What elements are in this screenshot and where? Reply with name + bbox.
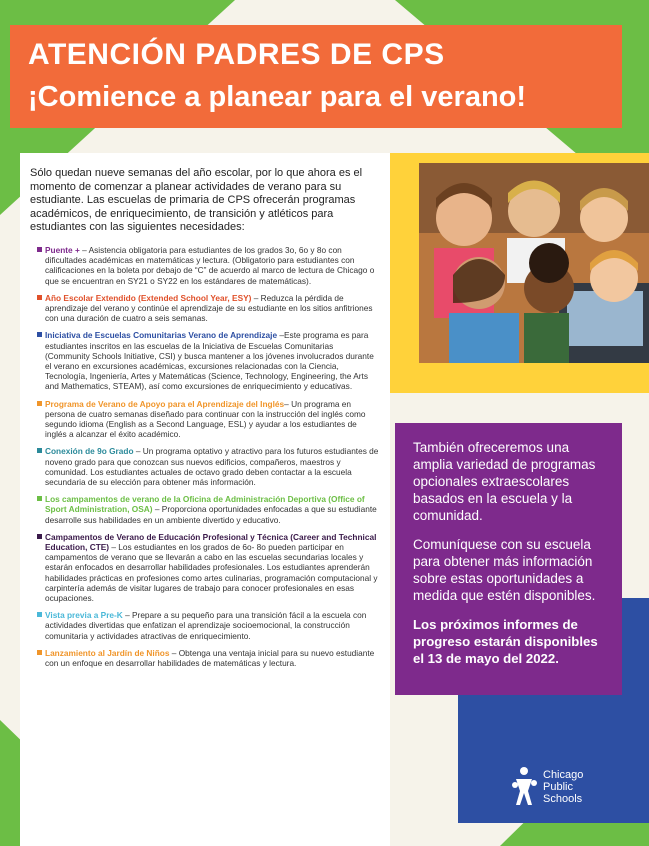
- info-text: Comuníquese con su escuela para obtener más información sobre estas oportunidades a medida que estén disponibles.: [413, 537, 596, 603]
- program-title: Año Escolar Extendido (Extended School Year, ESY): [45, 292, 252, 303]
- bullet-square-icon: [37, 448, 42, 453]
- program-item: [30, 494, 380, 525]
- program-item: [30, 399, 380, 440]
- bullet-square-icon: [37, 612, 42, 617]
- program-title: Vista previa a Pre-K: [45, 610, 123, 621]
- program-description: – Proporciona oportunidades enfocadas a que su estudiante desarrolle sus habilidades en un ambiente divertido y educativo.: [45, 504, 377, 525]
- bullet-square-icon: [37, 247, 42, 252]
- program-description: –Este programa es para estudiantes inscritos en las escuelas de la Iniciativa de Escuelas Comunitarias (Community Schools Initiative, CSI) y busca mantener a los jóvenes involucrados durante el verano en excursiones académicas, excursiones relacionadas con la Ciencia, Tecnología, Ingeniería, Artes y Matemáticas (Science, Technology, Engineering, the Arts and Mathematics, STEAM), así como excursiones de enriquecimiento y educativas.: [45, 330, 374, 392]
- info-highlight: Los próximos informes de progreso estarán disponibles el 13 de mayo del 2022.: [413, 617, 598, 666]
- program-item: [30, 610, 380, 641]
- students-photo: [419, 163, 649, 363]
- program-item: [30, 648, 380, 668]
- program-title: Conexión de 9o Grado: [45, 446, 134, 457]
- program-title: Iniciativa de Escuelas Comunitarias Verano de Aprendizaje: [45, 330, 278, 341]
- page-subtitle: ¡Comience a planear para el verano!: [28, 81, 527, 113]
- logo-line: Public: [543, 781, 573, 793]
- info-text: También ofreceremos una amplia variedad de programas opcionales extraescolares basados en la escuela y la comunidad.: [413, 440, 596, 523]
- program-description: – Un programa en persona de cuatro semanas diseñado para continuar con la instrucción del inglés como segundo idioma (English as a Second Language, ESL) y ayudar a los estudiantes de inglés a alcanzar el éxito académico.: [45, 398, 366, 440]
- program-item: [30, 532, 380, 603]
- intro-paragraph: Sólo quedan nueve semanas del año escolar, por lo que ahora es el momento de comenzar a planear actividades de verano para su estudiante. Las escuelas de primaria de CPS ofrecerán programas académicos, de enriquecimiento, de transición y atléticos para estudiantes con las siguientes necesidades:: [30, 167, 363, 234]
- bullet-square-icon: [37, 496, 42, 501]
- main-content: [20, 153, 390, 846]
- info-box: [395, 423, 622, 695]
- bullet-square-icon: [37, 295, 42, 300]
- program-item: [30, 446, 380, 487]
- program-item: [30, 330, 380, 391]
- page-title: ATENCIÓN PADRES DE CPS: [28, 38, 445, 71]
- program-title: Los campamentos de verano de la Oficina de Administración Deportiva (Office of Sport Administration, OSA): [45, 494, 365, 515]
- program-description: – Reduzca la pérdida de aprendizaje del verano y continúe el aprendizaje de su estudiante en los sitios anfitriones con una duración de cuatro a seis semanas.: [45, 292, 373, 324]
- cps-logo: [510, 765, 620, 810]
- program-item: [30, 293, 380, 324]
- cps-logo-icon: [510, 765, 540, 807]
- bullet-square-icon: [37, 650, 42, 655]
- program-list: [30, 245, 380, 668]
- program-title: Lanzamiento al Jardín de Niños: [45, 647, 170, 658]
- program-title: Campamentos de Verano de Educación Profesional y Técnica (Career and Technical Education, CTE): [45, 531, 377, 553]
- bullet-square-icon: [37, 534, 42, 539]
- program-item: [30, 245, 380, 286]
- bullet-square-icon: [37, 332, 42, 337]
- program-title: Programa de Verano de Apoyo para el Aprendizaje del Inglés: [45, 398, 285, 409]
- program-description: – Asistencia obligatoria para estudiantes de los grados 3o, 6o y 8o con dificultades académicas en matemáticas y lectura. (Obligatorio para estudiantes con calificaciones en la boleta por debajo de “C” de acuerdo al marco de lectura de Chicago o que se encuentran en SY21 o SY22 en los estándares de matemáticas).: [45, 244, 375, 286]
- program-description: – Prepare a su pequeño para una transición fácil a la escuela con actividades divertidas que enfatizan el aprendizaje socioemocional, la construcción comunitaria y actividades atractivas de enriquecimiento.: [45, 610, 367, 641]
- program-title: Puente +: [45, 244, 80, 255]
- program-description: – Los estudiantes en los grados de 6o- 8o pueden participar en campamentos de verano que se llevarán a cabo en las escuelas secundarias locales y estarán enfocados en desarrollar habilidades profesionales. Los estudiantes aprenderán habilidades prácticas en profesiones como artes culinarias, programación computacional y carpintería además de visitar lugares de trabajo para conocer profesionales en esas ocupaciones.: [45, 542, 378, 604]
- program-description: – Un programa optativo y atractivo para los futuros estudiantes de noveno grado para que conozcan sus nuevos edificios, compañeros, maestros y comunidad. Los estudiantes actuales de octavo grado deben contactar a la escuela secundaria de su elección para obtener más información.: [45, 446, 379, 488]
- logo-line: Chicago: [543, 769, 584, 781]
- bullet-square-icon: [37, 401, 42, 406]
- cps-logo-text: [543, 769, 583, 805]
- logo-line: Schools: [543, 793, 583, 805]
- program-description: – Obtenga una ventaja inicial para su nuevo estudiante con un enfoque en desarrollar habilidades de matemáticas y lectura.: [45, 647, 375, 669]
- header-banner: [10, 25, 622, 128]
